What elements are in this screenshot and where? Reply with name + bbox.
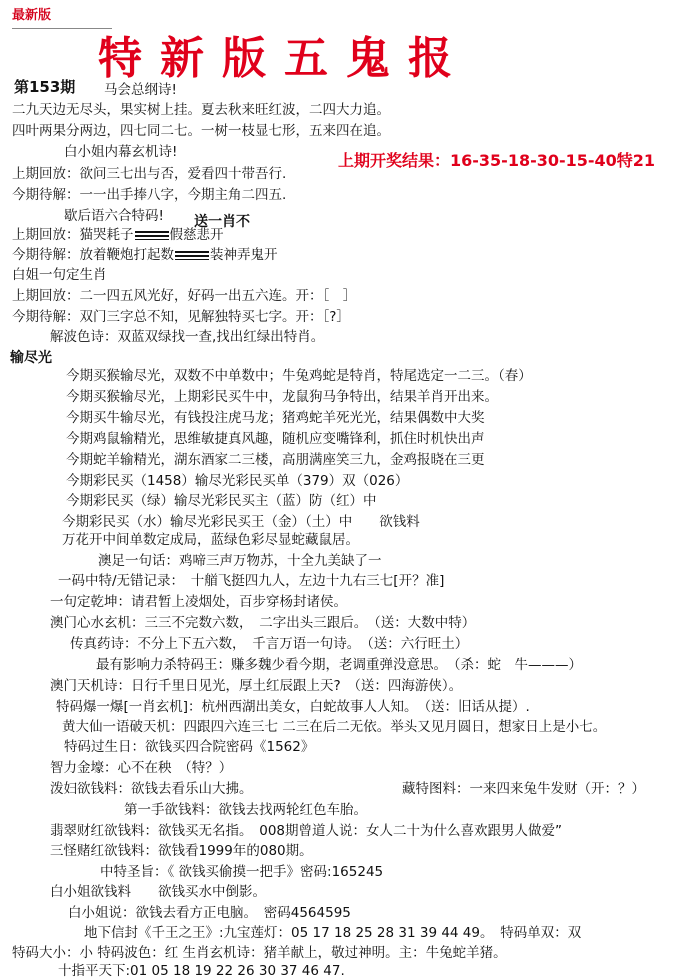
text-line: 特码大小：小 特码波色：红 生肖玄机诗：猪羊献上，敬过神明。主：牛兔蛇羊猪。 <box>12 945 507 961</box>
text-line: 传真药诗：不分上下五六数， 千言万语一句诗。 （送：六行旺土） <box>70 636 469 652</box>
text-line: 一句定乾坤：请君暂上凌烟处，百步穿杨封诸侯。 <box>50 594 347 610</box>
lose-all-stamp: 输尽光 <box>10 350 52 366</box>
text-line: 白小姐内幕玄机诗! <box>64 144 178 160</box>
text-line: 特码过生日：欲钱买四合院密码《1562》 <box>64 739 315 755</box>
last-result: 上期开奖结果：16-35-18-30-15-40特21 <box>338 151 656 170</box>
text-line: 翡翠财红欲钱料：欲钱买无名指。 008期曾道人说：女人二十为什么喜欢跟男人做爱” <box>50 823 563 839</box>
text-line <box>12 247 278 264</box>
text-line: 今期鸡鼠输精光，思维敏捷真风趣，随机应变嘴锋利，抓住时机快出声 <box>66 431 485 447</box>
text-line <box>12 227 224 244</box>
text-line: 白姐一句定生肖 <box>12 267 107 283</box>
text-line: 澳门天机诗：日行千里日见光，厚土红辰跟上天? （送：四海游侠）。 <box>50 678 463 694</box>
text-line: 上期回放：欲问三七出与否，爱看四十带吾行. <box>12 166 287 182</box>
text-line: 第一手欲钱料：欲钱去找两轮红色车胎。 <box>124 802 367 818</box>
text-segment: 装神弄鬼开 <box>210 247 278 263</box>
text-segment: 假慈悲开 <box>169 227 224 243</box>
text-line: 黄大仙一语破天机：四跟四六连三七 二三在后二无依。举头又见月圆日，想家日上是小七。 <box>62 719 607 735</box>
text-line: 智力金壕：心不在秧 （特？） <box>50 760 233 776</box>
text-line: 今期买猴输尽光，上期彩民买牛中，龙鼠狗马争特出，结果羊肖开出来。 <box>66 389 498 405</box>
text-line: 澳门心水玄机：三三不完数六数， 二字出头三跟后。 （送：大数中特） <box>50 615 476 631</box>
send-zodiac-stamp: 送一肖不 <box>194 214 250 230</box>
text-line: 最有影响力杀特码王：赚多魏少看今期，老调重弹没意思。 （杀：蛇 牛———） <box>96 657 582 673</box>
text-line: 万花开中间单数定成局，蓝绿色彩尽显蛇藏鼠居。 <box>62 532 359 548</box>
text-line: 三怪赌红欲钱料：欲钱看1999年的080期。 <box>50 843 313 859</box>
text-line: 中特圣旨：《 欲钱买偷摸一把手》密码:165245 <box>100 864 384 880</box>
badge-divider <box>12 28 112 29</box>
text-line: 解波色诗：双蓝双绿找一查,找出红绿出特肖。 <box>50 329 325 345</box>
text-line: 泼妇欲钱料：欲钱去看乐山大拂。 <box>50 781 253 797</box>
text-line: 歇后语六合特码! <box>64 208 164 224</box>
text-line: 藏特图料：一来四来兔牛发财（开：？） <box>402 781 645 797</box>
text-line: 一码中特/无错记录： 十艏飞挺四九人，左边十九右三七[开？准] <box>58 573 445 589</box>
text-line: 白小姐欲钱料 欲钱买水中倒影。 <box>50 884 266 900</box>
text-line: 今期待解：一一出手捧八字，今期主角二四五. <box>12 187 287 203</box>
text-line: 今期彩民买（绿）输尽光彩民买主（蓝）防（红）中 <box>66 493 377 509</box>
text-line: 今期彩民买（水）输尽光彩民买王（金）（土）中 欲钱料 <box>62 514 420 530</box>
text-line: 二九天边无尽头，果实树上挂。夏去秋来旺红波，二四大力追。 <box>12 102 390 118</box>
redacted-bars <box>175 251 209 260</box>
text-line: 今期买牛输尽光，有钱投注虎马龙；猪鸡蛇羊死光光，结果偶数中大奖 <box>66 410 485 426</box>
issue-number: 第153期 <box>14 78 76 96</box>
text-line: 十指平天下:01 05 18 19 22 26 30 37 46 47. <box>58 963 345 979</box>
text-line: 澳足一句话：鸡啼三声万物苏，十全九美缺了一 <box>98 553 382 569</box>
text-line: 白小姐说：欲钱去看方正电脑。 密码4564595 <box>68 905 351 921</box>
page-title: 特新版五鬼报 <box>98 33 470 84</box>
text-segment: 上期回放：猫哭耗子 <box>12 227 134 243</box>
text-line: 今期蛇羊输精光，湖东酒家二三楼，高朋满座笑三九，金鸡报晓在三更 <box>66 452 485 468</box>
text-line: 地下信封《千王之王》:九宝莲灯：05 17 18 25 28 31 39 44 49。 特码单双：双 <box>84 925 582 941</box>
text-line: 四叶两果分两边，四七同二七。一树一枝显七形，五来四在追。 <box>12 123 390 139</box>
version-badge: 最新版 <box>12 8 52 23</box>
text-line: 今期待解：双门三字总不知，见解独特买七字。开：［?］ <box>12 309 350 325</box>
text-line: 马会总纲诗! <box>104 82 177 98</box>
redacted-bars <box>135 231 169 240</box>
text-line: 今期买猴输尽光，双数不中单数中；牛兔鸡蛇是特肖，特尾选定一二三。（春） <box>66 368 532 384</box>
text-line: 今期彩民买（1458）输尽光彩民买单（379）双（026） <box>66 473 409 489</box>
text-segment: 今期待解：放着鞭炮打起数 <box>12 247 174 263</box>
text-line: 特码爆一爆[一肖玄机]：杭州西湖出美女，白蛇故事人人知。 （送：旧话从提）. <box>56 699 530 715</box>
text-line: 上期回放：二一四五风光好，好码一出五六连。开：［ ］ <box>12 288 357 304</box>
